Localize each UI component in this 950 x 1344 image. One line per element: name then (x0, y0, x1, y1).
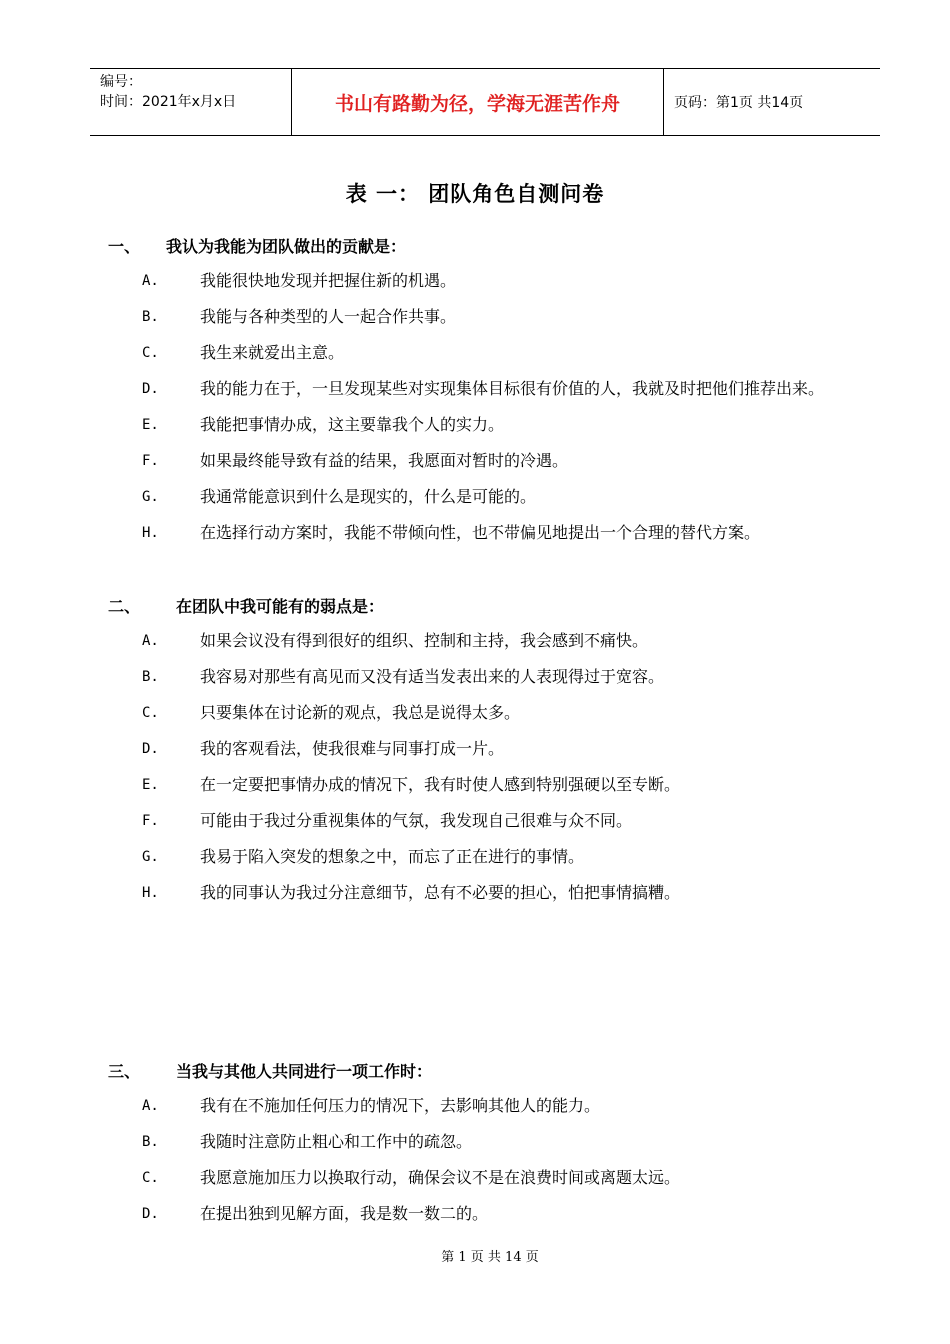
option-item (0, 371, 950, 407)
option-item (0, 1196, 950, 1232)
header-motto: 书山有路勤为径，学海无涯苦作舟 (292, 69, 664, 135)
question-section-2 (0, 587, 950, 911)
question-text: 当我与其他人共同进行一项工作时： (176, 1061, 433, 1081)
option-item (0, 407, 950, 443)
option-letter: F. (142, 453, 159, 469)
option-letter: B. (142, 669, 159, 685)
option-letter: A. (142, 273, 159, 289)
time-label: 时间：2021年x月x日 (100, 94, 237, 110)
option-text: 我能很快地发现并把握住新的机遇。 (200, 271, 457, 290)
question-section-3 (0, 1052, 950, 1232)
question-heading (0, 1052, 950, 1088)
document-title: 表 一： 团队角色自测问卷 (345, 182, 605, 206)
option-letter: C. (142, 1170, 159, 1186)
option-letter: C. (142, 345, 159, 361)
option-text: 我易于陷入突发的想象之中，而忘了正在进行的事情。 (200, 847, 585, 866)
question-heading (0, 227, 950, 263)
option-item (0, 695, 950, 731)
option-text: 只要集体在讨论新的观点，我总是说得太多。 (200, 703, 521, 722)
option-letter: B. (142, 309, 159, 325)
option-item (0, 839, 950, 875)
option-letter: D. (142, 741, 159, 757)
option-text: 我生来就爱出主意。 (200, 343, 345, 362)
question-number: 一、 (108, 236, 141, 256)
option-text: 如果会议没有得到很好的组织、控制和主持，我会感到不痛快。 (200, 631, 649, 650)
option-letter: G. (142, 849, 159, 865)
option-text: 我的客观看法，使我很难与同事打成一片。 (200, 739, 505, 758)
option-letter: C. (142, 705, 159, 721)
id-label: 编号： (100, 74, 142, 90)
option-text: 我能把事情办成，这主要靠我个人的实力。 (200, 415, 505, 434)
option-item (0, 515, 950, 551)
option-item (0, 767, 950, 803)
option-text: 可能由于我过分重视集体的气氛，我发现自己很难与众不同。 (200, 811, 633, 830)
option-letter: F. (142, 813, 159, 829)
option-text: 我有在不施加任何压力的情况下，去影响其他人的能力。 (200, 1096, 601, 1115)
option-letter: D. (142, 381, 159, 397)
option-item (0, 479, 950, 515)
question-section-1 (0, 227, 950, 551)
option-item (0, 335, 950, 371)
option-item (0, 1124, 950, 1160)
header-table (90, 68, 880, 136)
option-letter: G. (142, 489, 159, 505)
option-letter: A. (142, 633, 159, 649)
option-letter: A. (142, 1098, 159, 1114)
option-text: 我愿意施加压力以换取行动，确保会议不是在浪费时间或离题太远。 (200, 1168, 681, 1187)
page-footer: 第 1 页 共 14 页 (441, 1250, 539, 1265)
header-meta (90, 69, 292, 135)
option-text: 我的能力在于，一旦发现某些对实现集体目标很有价值的人，我就及时把他们推荐出来。 (200, 379, 825, 398)
option-text: 我的同事认为我过分注意细节，总有不必要的担心，怕把事情搞糟。 (200, 883, 681, 902)
option-item (0, 263, 950, 299)
option-item (0, 731, 950, 767)
option-item (0, 1088, 950, 1124)
option-letter: H. (142, 885, 159, 901)
option-letter: D. (142, 1206, 159, 1222)
option-item (0, 299, 950, 335)
option-item (0, 875, 950, 911)
question-heading (0, 587, 950, 623)
option-item (0, 803, 950, 839)
option-text: 我能与各种类型的人一起合作共事。 (200, 307, 457, 326)
option-text: 我通常能意识到什么是现实的，什么是可能的。 (200, 487, 537, 506)
option-item (0, 659, 950, 695)
option-text: 我随时注意防止粗心和工作中的疏忽。 (200, 1132, 473, 1151)
option-text: 如果最终能导致有益的结果，我愿面对暂时的冷遇。 (200, 451, 569, 470)
option-letter: B. (142, 1134, 159, 1150)
question-number: 三、 (108, 1061, 141, 1081)
option-text: 在一定要把事情办成的情况下，我有时使人感到特别强硬以至专断。 (200, 775, 681, 794)
option-letter: E. (142, 417, 159, 433)
option-text: 在选择行动方案时，我能不带倾向性，也不带偏见地提出一个合理的替代方案。 (200, 523, 761, 542)
option-item (0, 1160, 950, 1196)
option-letter: E. (142, 777, 159, 793)
option-text: 我容易对那些有高见而又没有适当发表出来的人表现得过于宽容。 (200, 667, 665, 686)
question-text: 我认为我能为团队做出的贡献是： (166, 236, 407, 256)
option-text: 在提出独到见解方面，我是数一数二的。 (200, 1204, 489, 1223)
question-number: 二、 (108, 596, 141, 616)
option-letter: H. (142, 525, 159, 541)
option-item (0, 623, 950, 659)
header-page-label: 页码：第1页 共14页 (674, 95, 804, 111)
option-item (0, 443, 950, 479)
question-text: 在团队中我可能有的弱点是： (176, 596, 385, 616)
